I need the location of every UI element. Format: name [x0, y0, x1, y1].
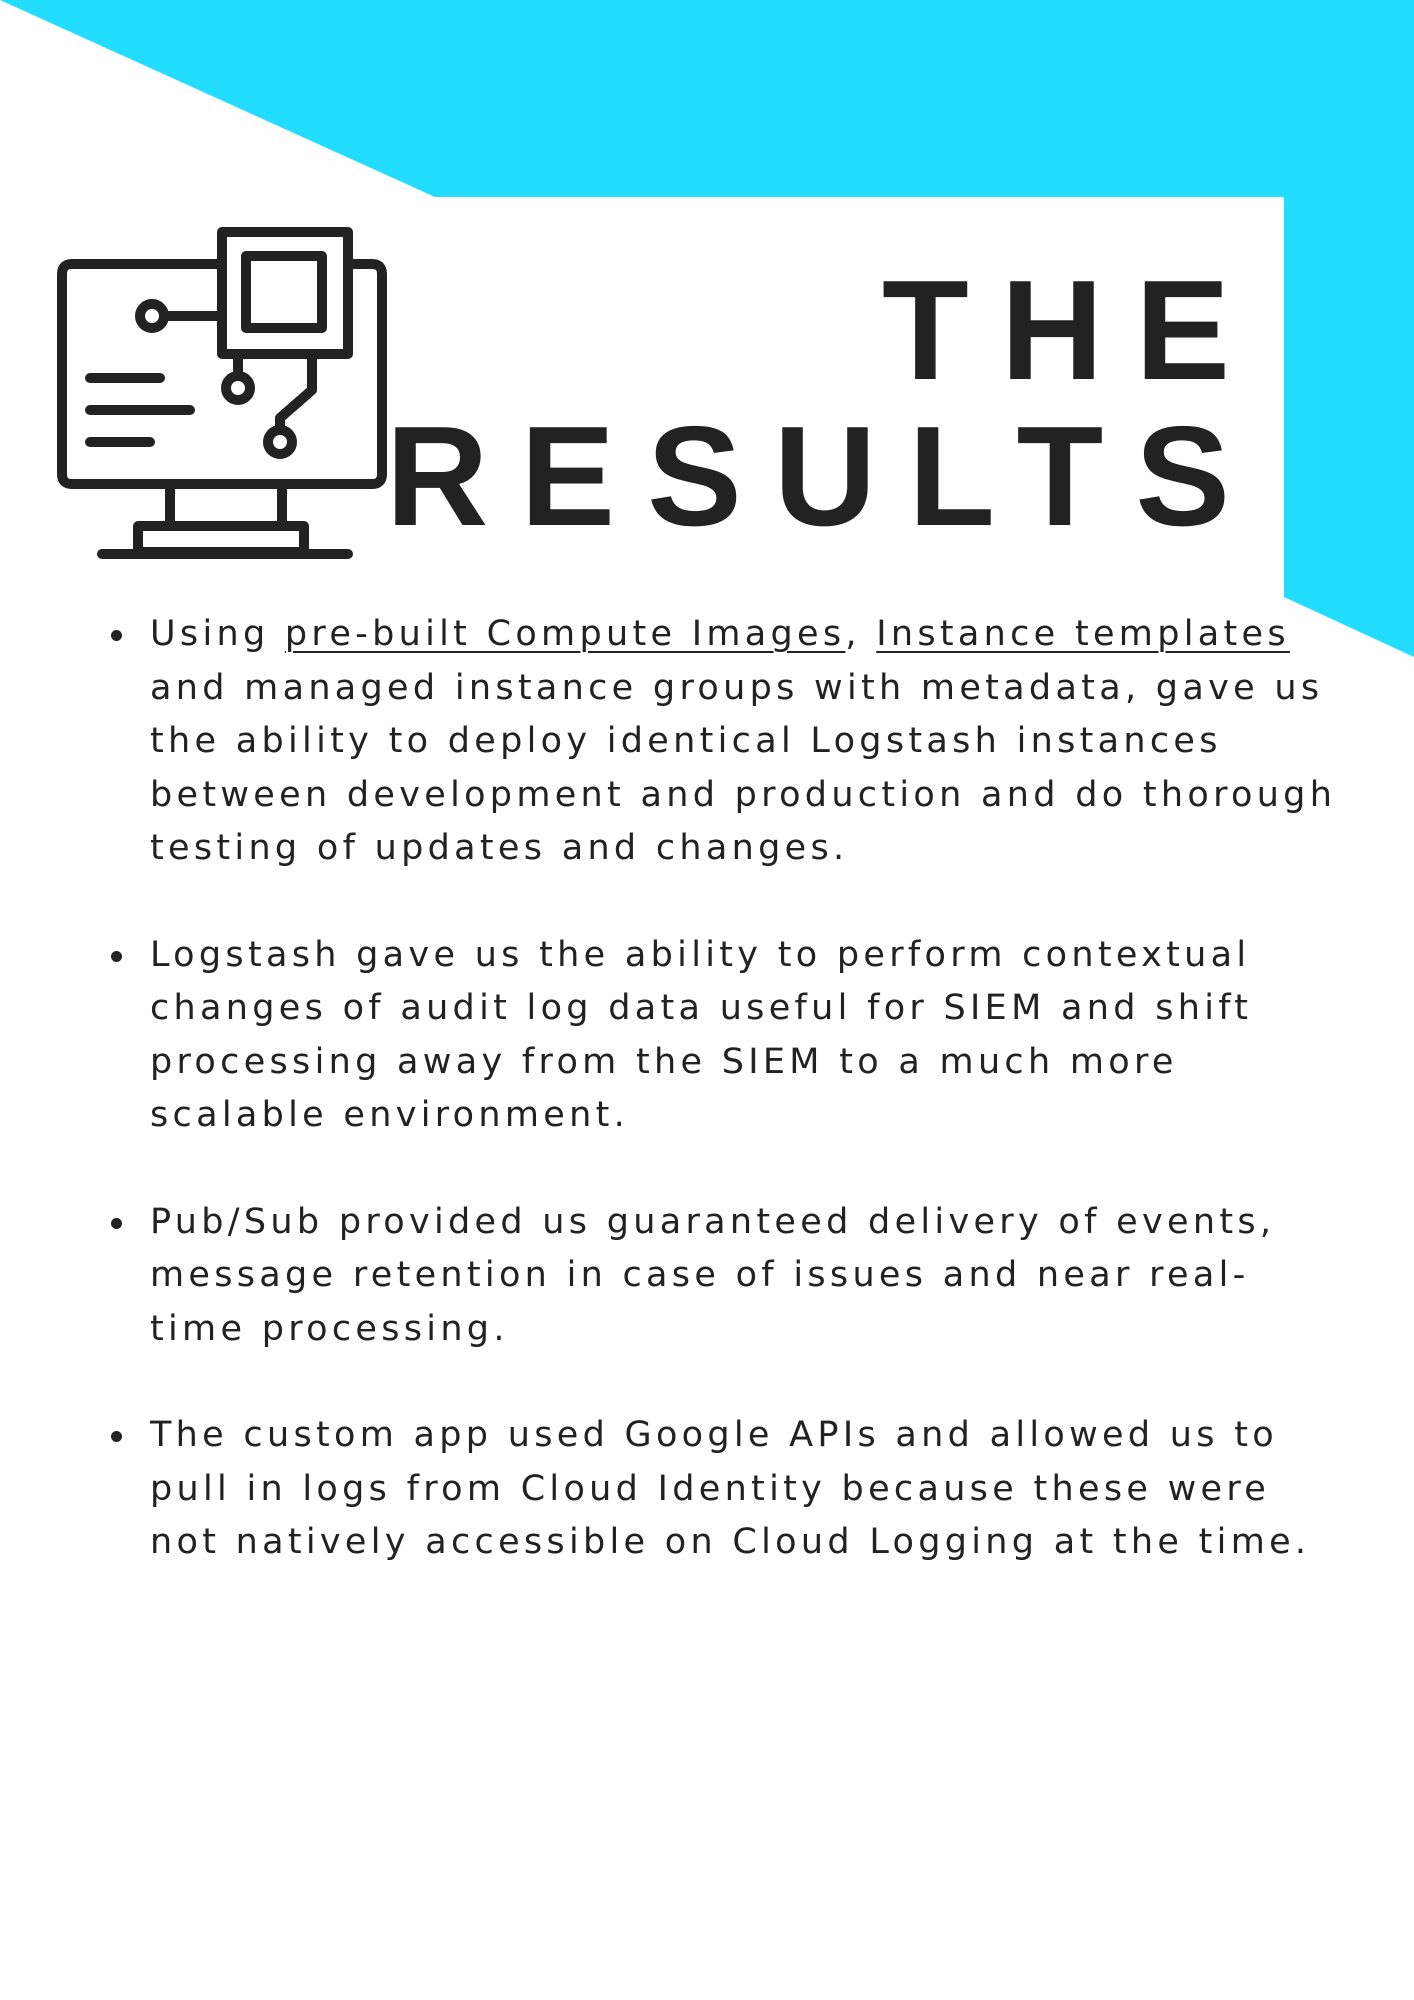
bullet-icon — [111, 1218, 122, 1229]
text-segment: and managed instance groups with metadata, gave us the ability to deploy identical Logstash instances between development and production and do thorough testing of updates and changes. — [150, 667, 1337, 868]
list-item — [108, 929, 1338, 1143]
monitor-circuit-icon — [50, 220, 400, 570]
instance-templates-link[interactable]: Instance templates — [876, 614, 1290, 654]
text-segment: Using — [150, 614, 285, 654]
bullet-text — [150, 614, 1336, 868]
page-title — [385, 251, 1262, 556]
bullet-text: Logstash gave us the ability to perform contextual changes of audit log data useful for SIEM and shift processing away from the SIEM to a much more scalable environment. — [150, 934, 1253, 1135]
bullet-icon — [111, 630, 122, 641]
list-item — [108, 608, 1338, 876]
title-line-the: THE — [882, 251, 1262, 410]
title-line-results: RESULTS — [385, 397, 1262, 556]
bullet-text: Pub/Sub provided us guaranteed delivery of events, message retention in case of issues and near real-time processing. — [150, 1201, 1276, 1349]
results-list — [108, 608, 1338, 1623]
bullet-icon — [111, 1431, 122, 1442]
pre-built-compute-images-link[interactable]: pre-built Compute Images — [284, 614, 846, 654]
bullet-icon — [111, 951, 122, 962]
list-item — [108, 1409, 1338, 1570]
list-item — [108, 1196, 1338, 1357]
bullet-text: The custom app used Google APIs and allowed us to pull in logs from Cloud Identity because these were not natively accessible on Cloud Logging at the time. — [150, 1415, 1311, 1562]
text-segment: , — [845, 614, 877, 654]
